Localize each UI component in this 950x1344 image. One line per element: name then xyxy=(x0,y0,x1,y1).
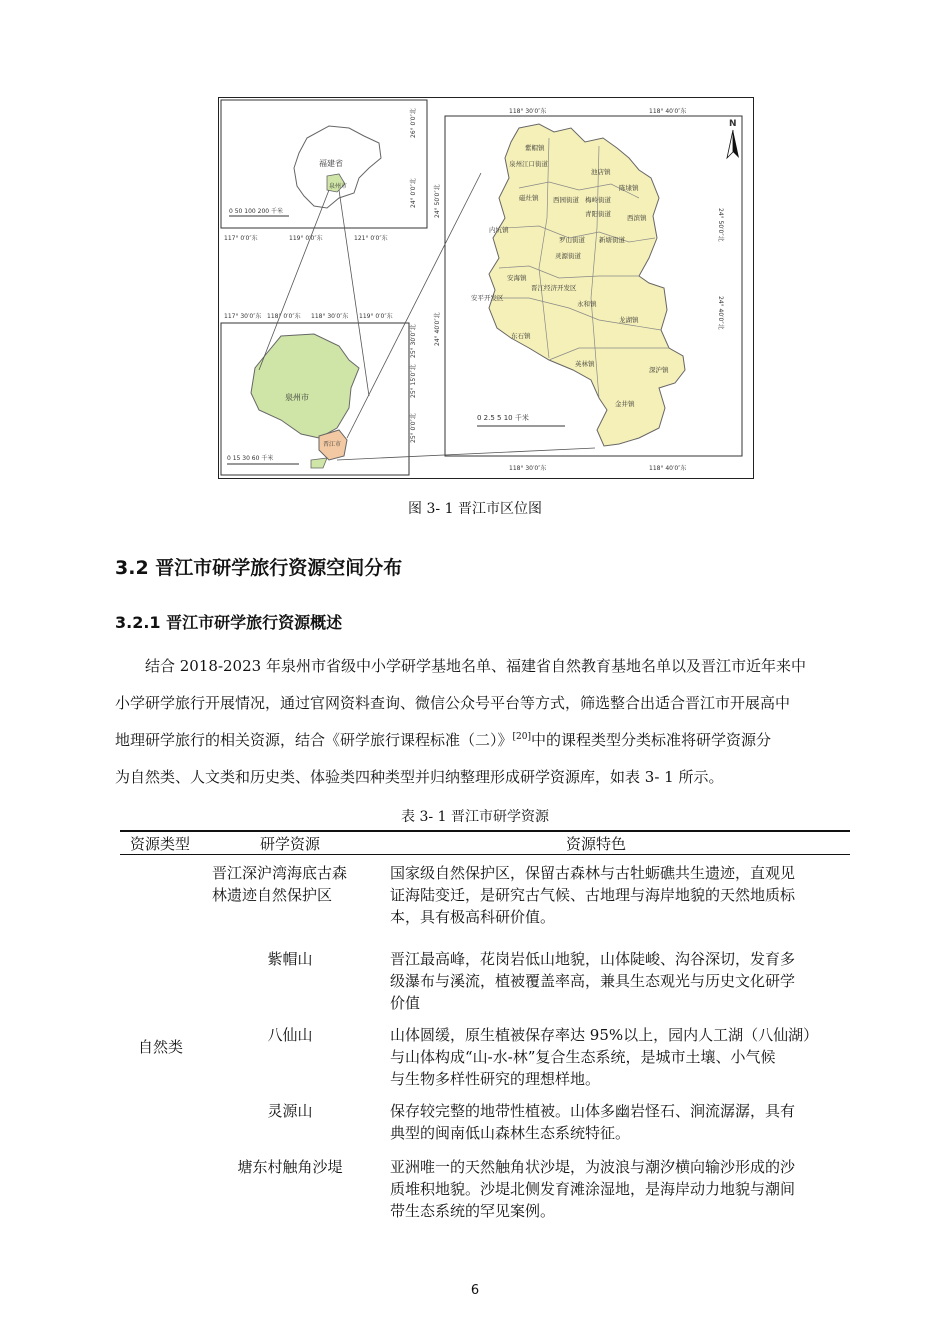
town-label: 西滨镇 xyxy=(627,214,647,222)
lon-label: 118° 40′0″东 xyxy=(649,108,687,115)
jinjiang-main-outline xyxy=(489,124,685,446)
page-number: 6 xyxy=(470,1283,480,1298)
table-row-resource: 塘东村触角沙堤 xyxy=(237,1158,343,1176)
header-feature: 资源特色 xyxy=(566,835,627,853)
lat-label: 25° 15′0″北 xyxy=(410,364,417,398)
lat-label: 24° 50′0″北 xyxy=(717,208,724,242)
header-type: 资源类型 xyxy=(130,835,191,853)
town-label: 晋江经济开发区 xyxy=(531,284,577,292)
lat-label: 24° 40′0″北 xyxy=(717,296,724,330)
paragraph-line: 小学研学旅行开展情况，通过官网资料查询、微信公众号平台等方式，筛选整合出适合晋江市开展高中 xyxy=(115,694,791,712)
table-row-resource: 灵源山 xyxy=(267,1102,313,1120)
table-row-feature: 晋江最高峰，花岗岩低山地貌，山体陡峻、沟谷深切，发育多 级瀑布与溪流，植被覆盖率高，兼具生态观光与历史文化研学 价值 xyxy=(390,950,796,1012)
town-label: 深沪镇 xyxy=(649,366,669,374)
town-label: 青阳街道 xyxy=(585,210,611,218)
table-row-resource: 晋江深沪湾海底古森 林遗迹自然保护区 xyxy=(212,864,348,904)
scale-bar-3: 0 2.5 5 10 千米 xyxy=(477,414,529,422)
table-row-feature: 山体圆缓，原生植被保存率达 95%以上，园内人工湖（八仙湖） 与山体构成“山-水-林”复合生态系统，是城市土壤、小气候 与生物多样性研究的理想样地。 xyxy=(390,1026,819,1088)
town-label: 西园街道 xyxy=(553,196,579,204)
table-row-feature: 保存较完整的地带性植被。山体多幽岩怪石、涧流潺潺，具有 典型的闽南低山森林生态系统特征。 xyxy=(390,1102,796,1142)
paragraph-line: 地理研学旅行的相关资源，结合《研学旅行课程标准（二）》[20]中的课程类型分类标准将研学资源分 xyxy=(115,731,772,749)
lat-label: 25° 0′0″北 xyxy=(410,413,417,443)
figure-caption: 图 3- 1 晋江市区位图 xyxy=(408,501,542,517)
town-label: 安平开发区 xyxy=(471,294,504,302)
lon-label: 121° 0′0″东 xyxy=(354,235,388,242)
section-heading: 3.2 晋江市研学旅行资源空间分布 xyxy=(115,557,403,579)
jinjiang-small-label: 晋江市 xyxy=(323,441,342,448)
town-label: 陈埭镇 xyxy=(619,184,639,192)
town-label: 梅岭街道 xyxy=(585,196,611,204)
lon-label: 118° 30′0″东 xyxy=(311,313,349,320)
location-map-figure xyxy=(218,97,754,479)
fujian-label: 福建省 xyxy=(319,159,343,168)
town-label: 紫帽镇 xyxy=(525,144,545,152)
north-arrow-icon xyxy=(727,119,739,158)
table-row-feature: 国家级自然保护区，保留古森林与古牡蛎礁共生遗迹，直观见 证海陆变迁，是研究古气候、古地理与海岸地貌的天然地质标 本，具有极高科研价值。 xyxy=(390,864,796,926)
scale-bar-2: 0 15 30 60 千米 xyxy=(227,455,274,462)
subsection-heading: 3.2.1 晋江市研学旅行资源概述 xyxy=(115,613,343,632)
quanzhou-big-label: 泉州市 xyxy=(285,393,309,402)
lon-label: 119° 0′0″东 xyxy=(359,313,393,320)
town-label: 安海镇 xyxy=(507,274,527,282)
town-label: 英林镇 xyxy=(575,360,595,368)
table-caption: 表 3- 1 晋江市研学资源 xyxy=(401,809,549,825)
quanzhou-small-label: 泉州市 xyxy=(329,183,348,190)
town-label: 龙湖镇 xyxy=(619,316,639,324)
scale-bar-1: 0 50 100 200 千米 xyxy=(229,208,283,215)
paragraph-line: 结合 2018-2023 年泉州市省级中小学研学基地名单、福建省自然教育基地名单以及晋江市近年来中 xyxy=(145,657,806,675)
town-label: 磁灶镇 xyxy=(519,194,539,202)
lon-label: 117° 0′0″东 xyxy=(224,235,258,242)
town-label: 灵源街道 xyxy=(555,252,581,260)
lon-label: 118° 0′0″东 xyxy=(267,313,301,320)
lat-label: 26° 0′0″北 xyxy=(410,108,417,138)
lat-label: 24° 40′0″北 xyxy=(434,312,441,346)
table-row-resource: 八仙山 xyxy=(267,1026,313,1044)
town-label: 池店镇 xyxy=(591,168,611,176)
lon-label: 118° 40′0″东 xyxy=(649,465,687,472)
table-row-resource: 紫帽山 xyxy=(267,950,313,968)
header-resource: 研学资源 xyxy=(260,835,321,853)
lat-label: 25° 30′0″北 xyxy=(410,324,417,358)
svg-text:N: N xyxy=(729,119,737,129)
town-label: 东石镇 xyxy=(511,332,531,340)
town-label: 罗山街道 xyxy=(559,236,585,244)
town-label: 金井镇 xyxy=(615,400,635,408)
lat-label: 24° 0′0″北 xyxy=(410,178,417,208)
citation[interactable]: [20] xyxy=(512,732,531,742)
map-svg xyxy=(219,98,755,480)
lon-label: 117° 30′0″东 xyxy=(224,313,262,320)
lon-label: 119° 0′0″东 xyxy=(289,235,323,242)
town-label: 永和镇 xyxy=(577,300,597,308)
town-label: 新塘街道 xyxy=(599,236,625,244)
town-label: 泉州江口街道 xyxy=(509,160,548,168)
lon-label: 118° 30′0″东 xyxy=(509,108,547,115)
lat-label: 24° 50′0″北 xyxy=(434,184,441,218)
town-label: 内坑镇 xyxy=(489,226,509,234)
paragraph-line: 为自然类、人文类和历史类、体验类四种类型并归纳整理形成研学资源库，如表 3- 1 所示。 xyxy=(115,768,724,786)
category-cell: 自然类 xyxy=(138,1038,184,1056)
lon-label: 118° 30′0″东 xyxy=(509,465,547,472)
table-row-feature: 亚洲唯一的天然触角状沙堤，为波浪与潮汐横向输沙形成的沙 质堆积地貌。沙堤北侧发育滩涂湿地，是海岸动力地貌与潮间 带生态系统的罕见案例。 xyxy=(390,1158,796,1220)
